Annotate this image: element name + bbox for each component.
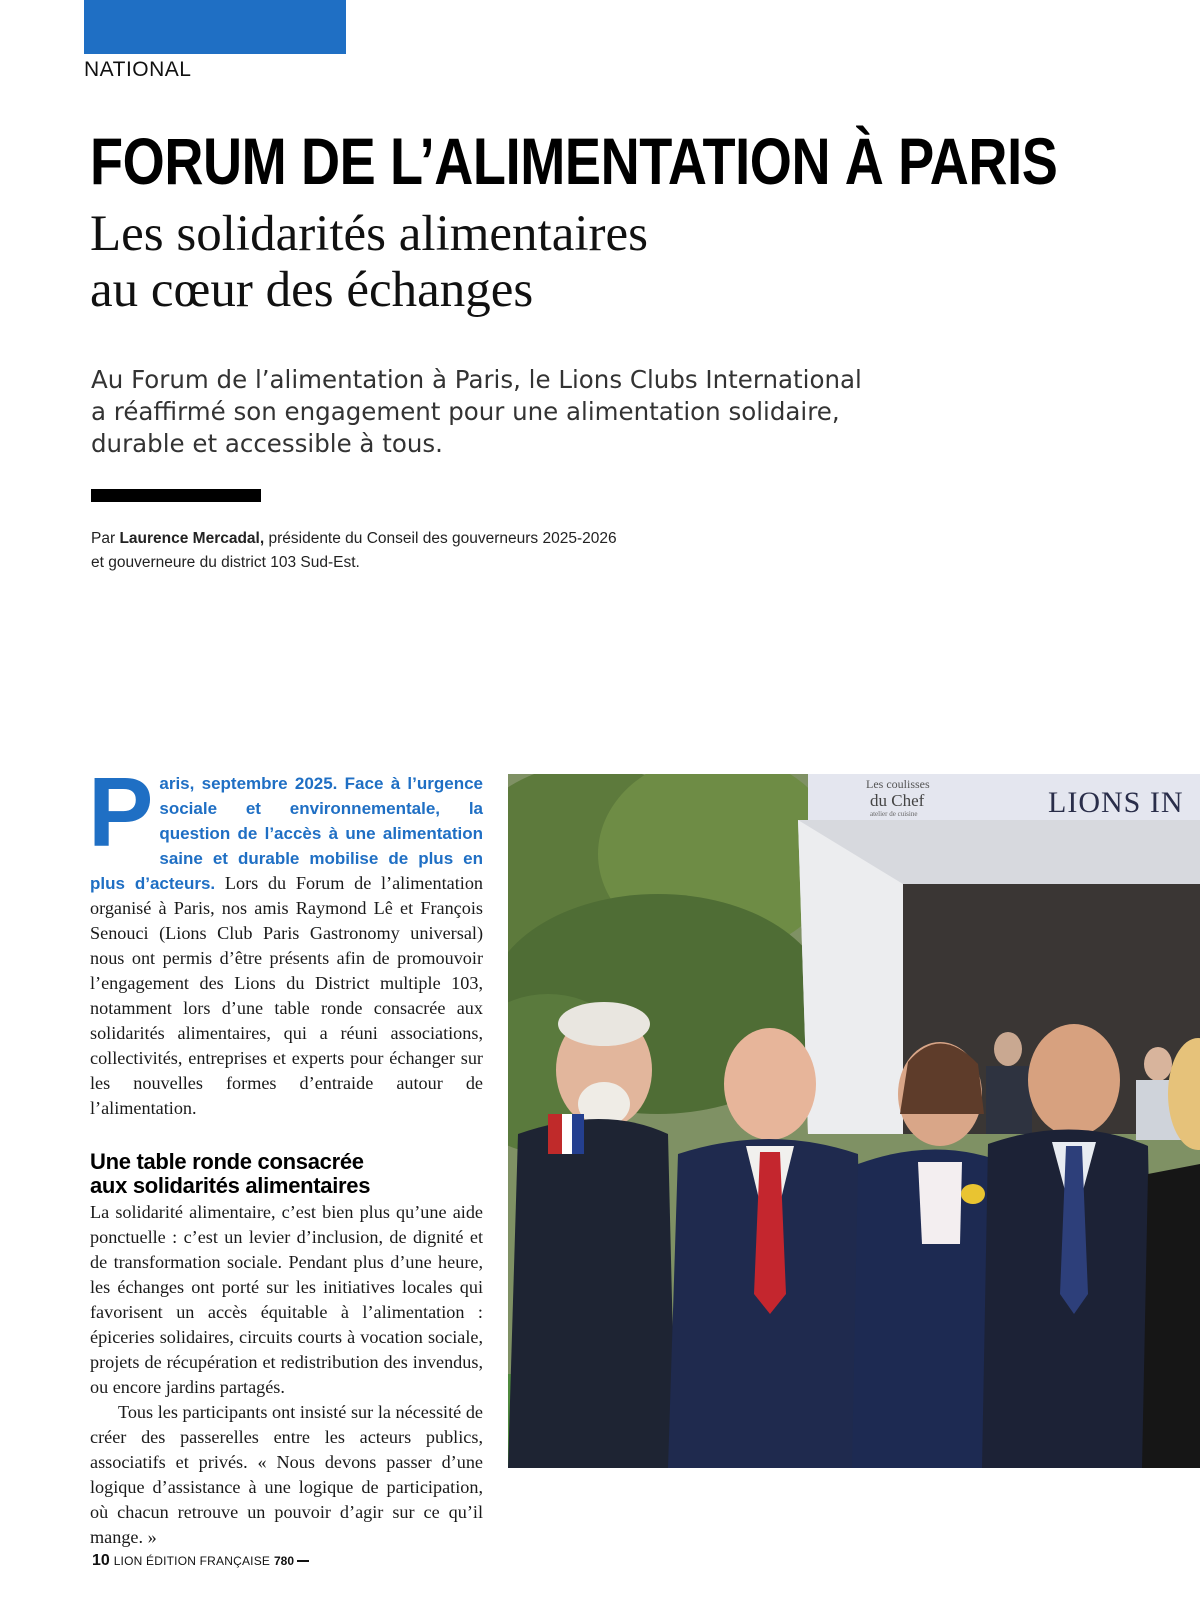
body-paragraph: La solidarité alimentaire, c’est bien plus qu’une aide ponctuelle : c’est un levier d’inclusion, de dignité et de transformation sociale. Pendant plus d’une heure, les échanges ont porté sur les initiatives locales qui favorisent un accès équitable à l’alimentation : épiceries solidaires, circuits courts à vocation sociale, projets de récupération et redistribution des invendus, ou encore jardins partagés.	[90, 1202, 483, 1397]
byline-line	[91, 527, 617, 551]
lead-line: a réaffirmé son engagement pour une alimentation solidaire,	[91, 397, 840, 426]
divider-rule	[91, 489, 261, 502]
byline-role: présidente du Conseil des gouverneurs 2025-2026	[264, 530, 617, 547]
intro-paragraph	[88, 757, 484, 1121]
subheadline-line: au cœur des échanges	[90, 262, 534, 318]
subheading-line: Une table ronde consacrée	[90, 1149, 364, 1174]
byline	[91, 527, 617, 575]
body-paragraph: Tous les participants ont insisté sur la nécessité de créer des passerelles entre les acteurs publics, associatifs et privés. « Nous devons passer d’une logique d’assistance à une logique de participation, où chacun retrouve un pouvoir d’agir sur ce qu’il mange. »	[90, 1402, 483, 1547]
section-label: NATIONAL	[84, 58, 192, 81]
byline-role-continued: et gouverneure du district 103 Sud-Est.	[91, 554, 360, 571]
event-photo	[508, 774, 1200, 1468]
page-footer	[92, 1552, 309, 1570]
article-column	[88, 757, 484, 1550]
sign-text: LIONS IN	[1048, 786, 1184, 819]
page-number: 10	[92, 1552, 110, 1569]
drop-cap: P	[88, 757, 154, 867]
subheading-line: aux solidarités alimentaires	[90, 1173, 371, 1198]
lead-line: durable et accessible à tous.	[91, 429, 443, 458]
article-subheading	[90, 1150, 483, 1198]
section-color-tab	[84, 0, 346, 54]
lead-line: Au Forum de l’alimentation à Paris, le Lions Clubs International	[91, 365, 862, 394]
subheadline	[90, 206, 648, 318]
magazine-name: LION ÉDITION FRANÇAISE	[113, 1554, 271, 1568]
issue-number: 780	[274, 1554, 295, 1568]
byline-prefix: Par	[91, 530, 120, 547]
intro-lead-text: aris, septembre 2025. Face à l’urgence sociale et environnementale, la question de l’accès à une alimentation saine et durable mobilise de plus en plus d’acteurs.	[90, 774, 483, 893]
byline-author: Laurence Mercadal,	[119, 530, 265, 547]
sign-logo-line: atelier de cuisine	[870, 810, 918, 818]
headline: FORUM DE L’ALIMENTATION À PARIS	[90, 124, 1058, 198]
sign-logo-line: du Chef	[870, 791, 925, 810]
intro-body-text: Lors du Forum de l’alimentation organisé à Paris, nos amis Raymond Lê et François Senouci (Lions Club Paris Gastronomy universal) nous ont permis d’être présents afin de promouvoir l’engagement des Lions du District multiple 103, notamment lors d’une table ronde consacrée aux solidarités alimentaires, qui a réuni associations, collectivités, entreprises et experts pour échanger sur les nouvelles formes d’entraide autour de l’alimentation.	[90, 873, 484, 1118]
subheadline-line: Les solidarités alimentaires	[90, 206, 648, 262]
sign-logo-line: Les coulisses	[866, 777, 930, 791]
lead-paragraph	[91, 364, 891, 460]
footer-dash	[297, 1560, 309, 1562]
